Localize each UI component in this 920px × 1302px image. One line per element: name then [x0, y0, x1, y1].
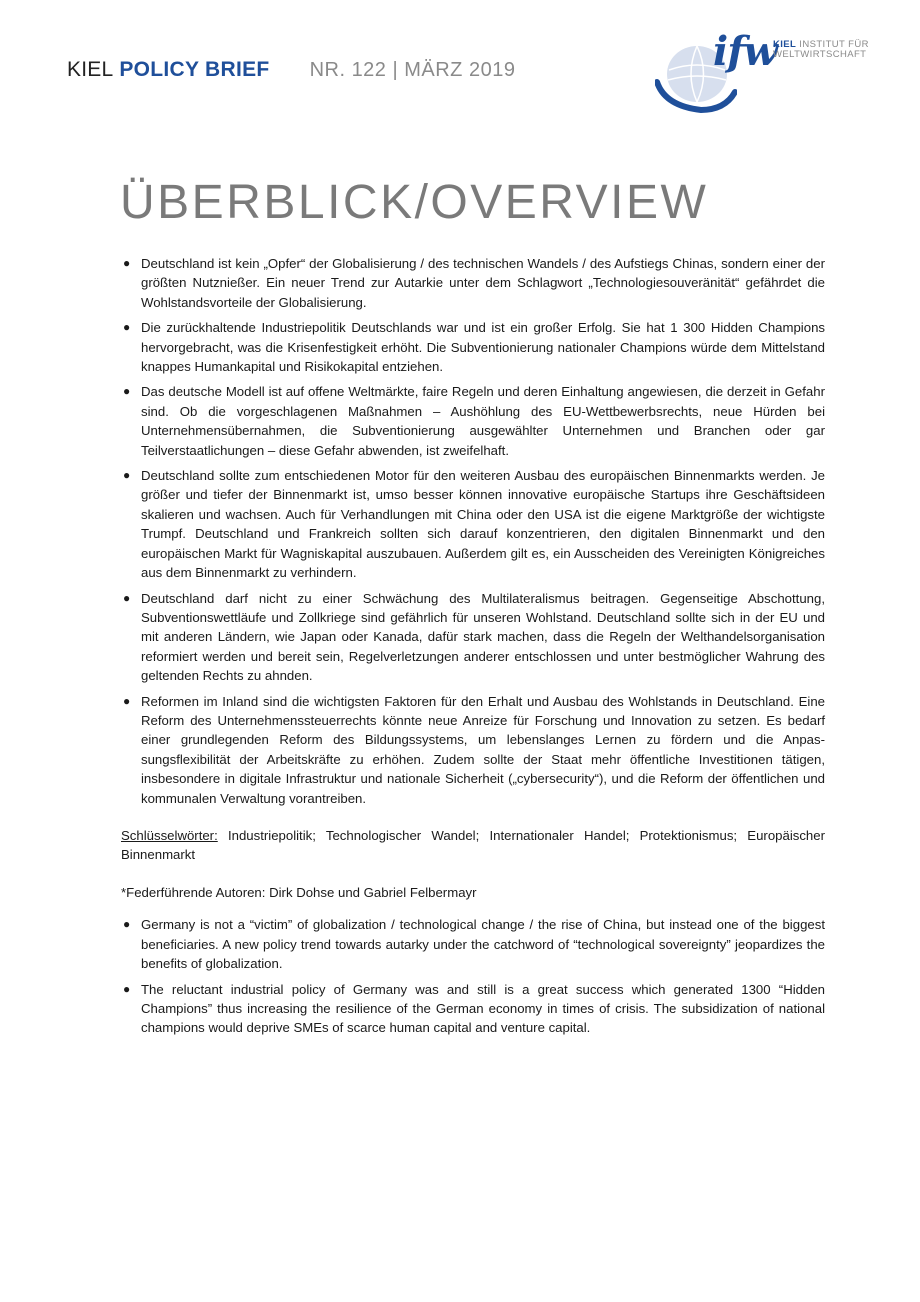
bullet-icon: ●: [123, 917, 131, 932]
list-item: [121, 692, 825, 808]
english-bullet-list: [121, 915, 825, 1037]
logo-kiel: KIEL: [773, 39, 797, 50]
bullet-text: The reluctant industrial policy of Germany was and still is a great success which generated 1300 “Hidden Champions” thus increasing the resilience of the German economy in times of crisis. The subsidization of national champions would deprive SMEs of scarce human capital and venture capital.: [141, 981, 825, 1036]
logo-weltwirtschaft: WELTWIRTSCHAFT: [773, 49, 867, 60]
page-title: ÜBERBLICK/OVERVIEW: [120, 176, 709, 229]
overview-content: [121, 254, 825, 1044]
bullet-text: Deutschland sollte zum entschiedenen Motor für den weiteren Ausbau des europäischen Binnenmarkts werden. Je größer und tiefer der Binnenmarkt ist, umso besser können innovative europäische Startups ihre Geschäftsideen skalieren und wachsen. Auch für Verhandlungen mit China oder den USA ist die eigene Marktgröße der wichtigste Trumpf. Deutschland und Frankreich sollten sich darauf konzentrieren, den digitalen Binnenmarkt und den europäischen Markt für Wagniskapital auszubauen. Außerdem gilt es, ein Ausscheiden des Vereinigten Königreiches aus dem Binnenmarkt zu verhindern.: [141, 468, 825, 581]
german-bullet-list: [121, 254, 825, 808]
list-item: [121, 254, 825, 312]
issue-number-date: NR. 122 | MÄRZ 2019: [309, 59, 516, 81]
bullet-text: Deutschland ist kein „Opfer“ der Globalisierung / des technischen Wandels / des Aufstiegs Chinas, sondern einer der größten Nutznießer. Ein neuer Trend zur Autarkie unter dem Schlagwort „Technologiesouveränität“ gefährdet die Wohlstandsvorteile der Globalisierung.: [141, 256, 825, 310]
bullet-text: Das deutsche Modell ist auf offene Weltmärkte, faire Regeln und deren Einhaltung angewiesen, die derzeit in Gefahr sind. Ob die vorgeschlagenen Maßnahmen – Aushöhlung des EU-Wettbewerbsrechts, neue Hürden bei Unternehmensübernahmen, die Subventionierung ausgewählter Unternehmen und Branchen oder gar Teilverstaatlichungen – diese Gefahr abwenden, ist zweifelhaft.: [141, 384, 825, 458]
bullet-icon: ●: [123, 320, 131, 335]
logo-ifw-mark: ifw: [713, 28, 777, 75]
list-item: [121, 318, 825, 376]
keywords-text: Industriepolitik; Technologischer Wandel; Internationaler Handel; Protektionismus; Europäischer Binnenmarkt: [121, 827, 825, 863]
bullet-icon: ●: [123, 981, 131, 996]
brand-policy-brief: POLICY BRIEF: [119, 58, 270, 81]
logo-institute-name: [773, 40, 869, 60]
bullet-icon: ●: [123, 256, 131, 270]
list-item: [121, 466, 825, 582]
list-item: [121, 915, 825, 973]
bullet-text: Die zurückhaltende Industriepolitik Deutschlands war und ist ein großer Erfolg. Sie hat 1 300 Hidden Champions hervorgebracht, was die Krisenfestigkeit erhöht. Die Subventionierung nationaler Champions würde dem Mittelstand knappes Humankapital und Risikokapital entziehen.: [141, 320, 825, 375]
keywords-label: Schlüsselwörter:: [121, 827, 218, 843]
keywords-paragraph: [121, 826, 825, 865]
brand-kiel: KIEL: [67, 58, 114, 81]
list-item: [121, 589, 825, 686]
bullet-icon: ●: [123, 590, 131, 605]
bullet-text: Deutschland darf nicht zu einer Schwächung des Multilateralismus beitragen. Gegenseitige Abschottung, Subventionswettläufe und Zollkriege sind gefährlich für unseren Wohlstand. Deutschland sollte sich in der EU und mit anderen Ländern, wie Japan oder Kanada, dafür stark machen, dass die Regeln der Welthandelsorganisation reformiert werden und bereit sein, Regelverletzungen anderer entschlossen und unter bestmöglicher Wahrung des geltenden Rechts zu ahnden.: [141, 590, 825, 684]
bullet-icon: ●: [123, 384, 131, 399]
list-item: [121, 980, 825, 1038]
lead-authors: *Federführende Autoren: Dirk Dohse und Gabriel Felbermayr: [121, 884, 477, 900]
list-item: [121, 382, 825, 460]
bullet-icon: ●: [123, 468, 131, 483]
bullet-icon: ●: [123, 693, 131, 708]
bullet-text: Germany is not a “victim” of globalization / technological change / the rise of China, but instead one of the biggest beneficiaries. A new policy trend towards autarky under the catchword of “technological sovereignty” jeopardizes the benefits of globalization.: [141, 917, 825, 972]
bullet-text: Reformen im Inland sind die wichtigsten Faktoren für den Erhalt und Ausbau des Wohlstands in Deutschland. Eine Reform des Unternehmenssteuerrechts könnte neue Anreize für Forschung und Innovation zu setzen. Es bedarf einer grundlegenden Reform des Bildungssystems, um lebenslanges Lernen zu fördern und die Anpassungsflexibilität der Arbeitskräfte zu erhöhen. Zudem sollte der Staat mehr öffentliche Investitionen tätigen, insbesondere in digitale Infrastruktur und nationale Sicherheit („cybersecurity“), und die Reform der öffentlichen und kommunalen Verwaltung vorantreiben.: [141, 693, 825, 806]
publication-header: [67, 58, 515, 82]
logo-institut-fuer: INSTITUT FÜR: [799, 39, 869, 50]
ifw-logo: [655, 28, 885, 114]
